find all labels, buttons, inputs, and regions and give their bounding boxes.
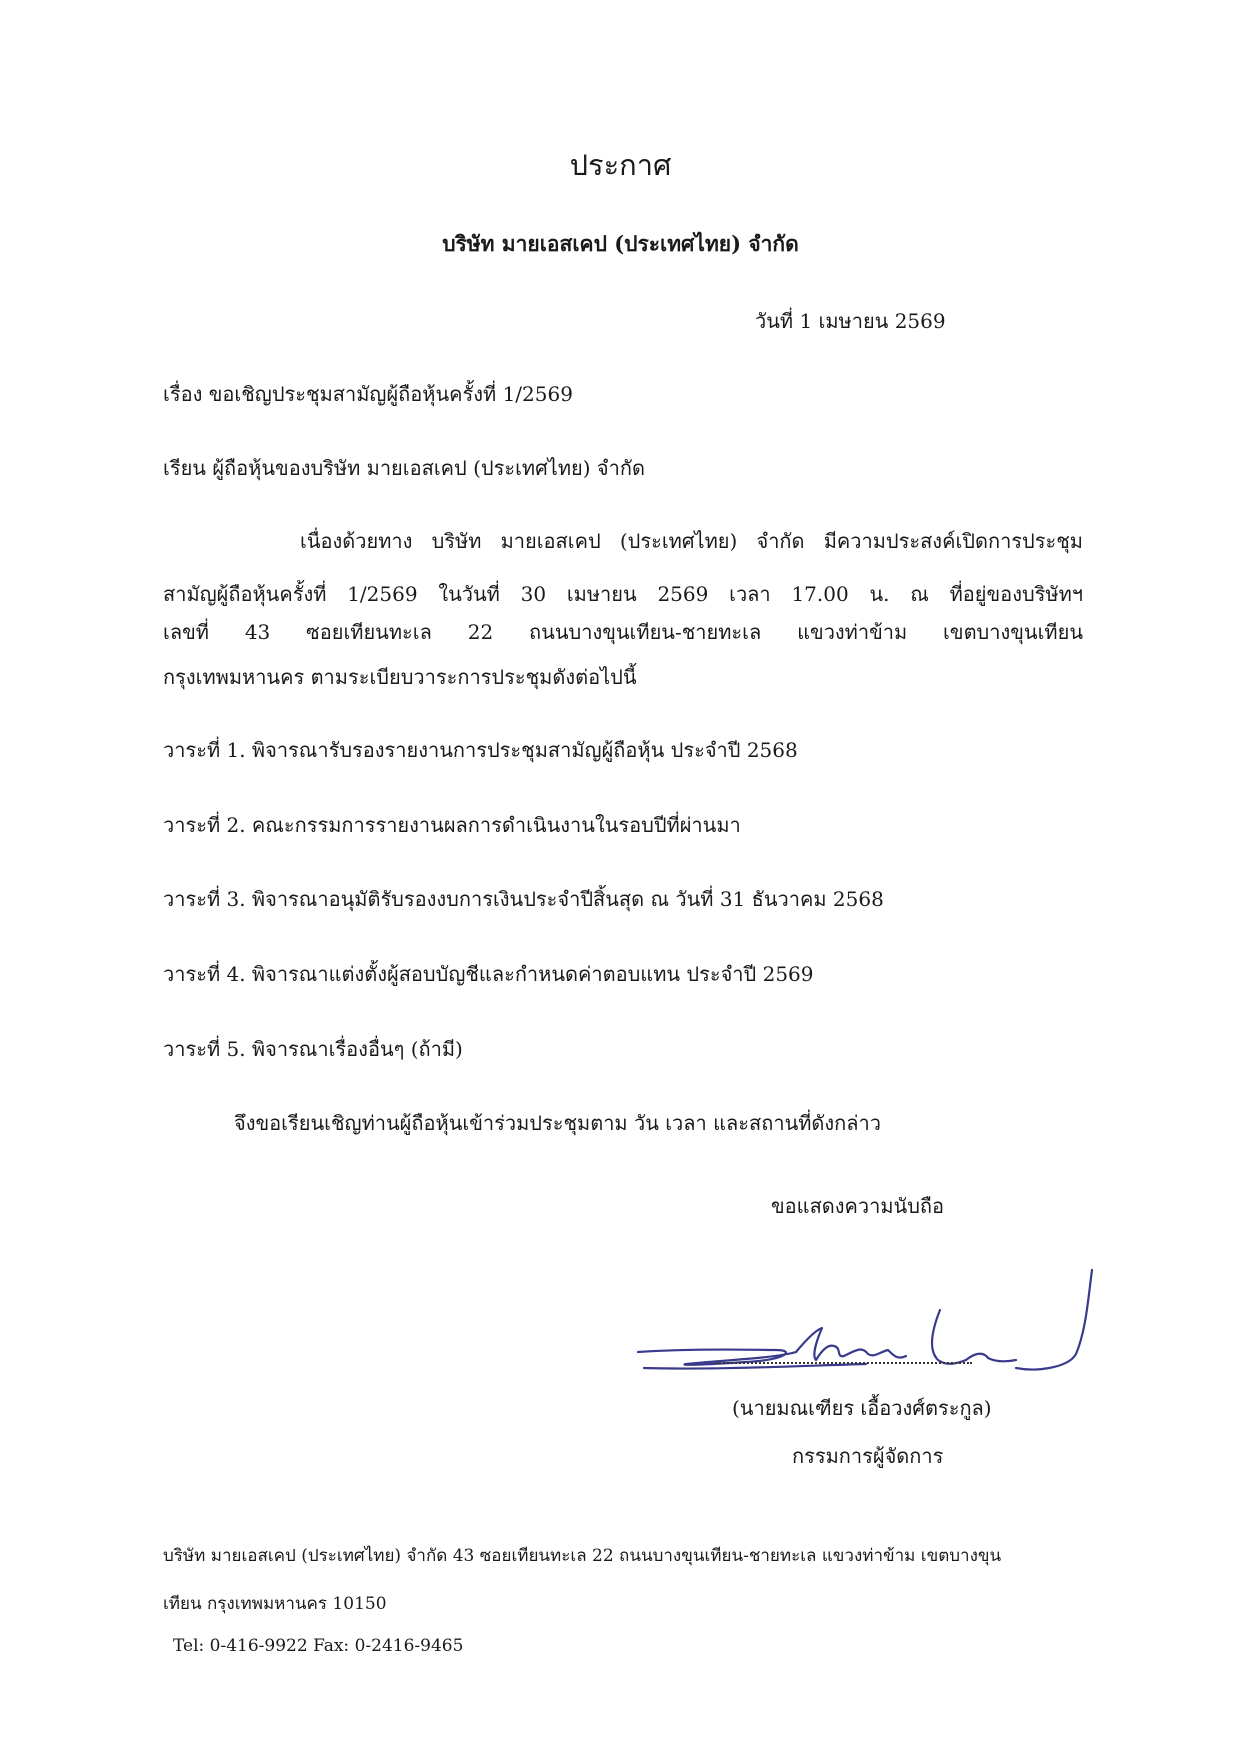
- signatory-position: กรรมการผู้จัดการ: [792, 1444, 944, 1468]
- body-line-3: เลขที่ 43 ซอยเทียนทะเล 22 ถนนบางขุนเทียน-ชายทะเล แขวงท่าข้าม เขตบางขุนเทียน: [163, 620, 1083, 644]
- footer-address-line-1: บริษัท มายเอสเคป (ประเทศไทย) จำกัด 43 ซอยเทียนทะเล 22 ถนนบางขุนเทียน-ชายทะเล แขวงท่าข้าม เขตบางขุน: [163, 1546, 1002, 1566]
- agenda-item-1: วาระที่ 1. พิจารณารับรองรายงานการประชุมสามัญผู้ถือหุ้น ประจำปี 2568: [163, 738, 798, 762]
- agenda-item-4: วาระที่ 4. พิจารณาแต่งตั้งผู้สอบบัญชีและกำหนดค่าตอบแทน ประจำปี 2569: [163, 962, 814, 986]
- footer-address-line-2: เทียน กรุงเทพมหานคร 10150: [163, 1594, 387, 1614]
- body-line-1: เนื่องด้วยทาง บริษัท มายเอสเคป (ประเทศไทย) จำกัด มีความประสงค์เปิดการประชุม: [300, 529, 1083, 553]
- document-date: วันที่ 1 เมษายน 2569: [755, 309, 946, 333]
- subject-line: เรื่อง ขอเชิญประชุมสามัญผู้ถือหุ้นครั้งที่ 1/2569: [163, 382, 573, 406]
- body-line-2: สามัญผู้ถือหุ้นครั้งที่ 1/2569 ในวันที่ 30 เมษายน 2569 เวลา 17.00 น. ณ ที่อยู่ของบริษัทฯ: [163, 582, 1083, 606]
- signatory-name: (นายมณเฑียร เอื้อวงศ์ตระกูล): [732, 1396, 992, 1420]
- agenda-item-3: วาระที่ 3. พิจารณาอนุมัติรับรองงบการเงินประจำปีสิ้นสุด ณ วันที่ 31 ธันวาคม 2568: [163, 887, 884, 911]
- company-name: บริษัท มายเอสเคป (ประเทศไทย) จำกัด: [442, 231, 799, 256]
- recipient-line: เรียน ผู้ถือหุ้นของบริษัท มายเอสเคป (ประเทศไทย) จำกัด: [163, 456, 645, 480]
- footer-contact: Tel: 0-416-9922 Fax: 0-2416-9465: [173, 1636, 464, 1656]
- agenda-item-2: วาระที่ 2. คณะกรรมการรายงานผลการดำเนินงานในรอบปีที่ผ่านมา: [163, 813, 741, 837]
- signature-dotted-line: [716, 1362, 972, 1364]
- regards-line: ขอแสดงความนับถือ: [771, 1194, 945, 1218]
- document-title: ประกาศ: [569, 148, 672, 182]
- agenda-item-5: วาระที่ 5. พิจารณาเรื่องอื่นๆ (ถ้ามี): [163, 1037, 463, 1061]
- body-line-4: กรุงเทพมหานคร ตามระเบียบวาระการประชุมดังต่อไปนี้: [163, 665, 637, 689]
- closing-sentence: จึงขอเรียนเชิญท่านผู้ถือหุ้นเข้าร่วมประชุมตาม วัน เวลา และสถานที่ดังกล่าว: [234, 1111, 882, 1135]
